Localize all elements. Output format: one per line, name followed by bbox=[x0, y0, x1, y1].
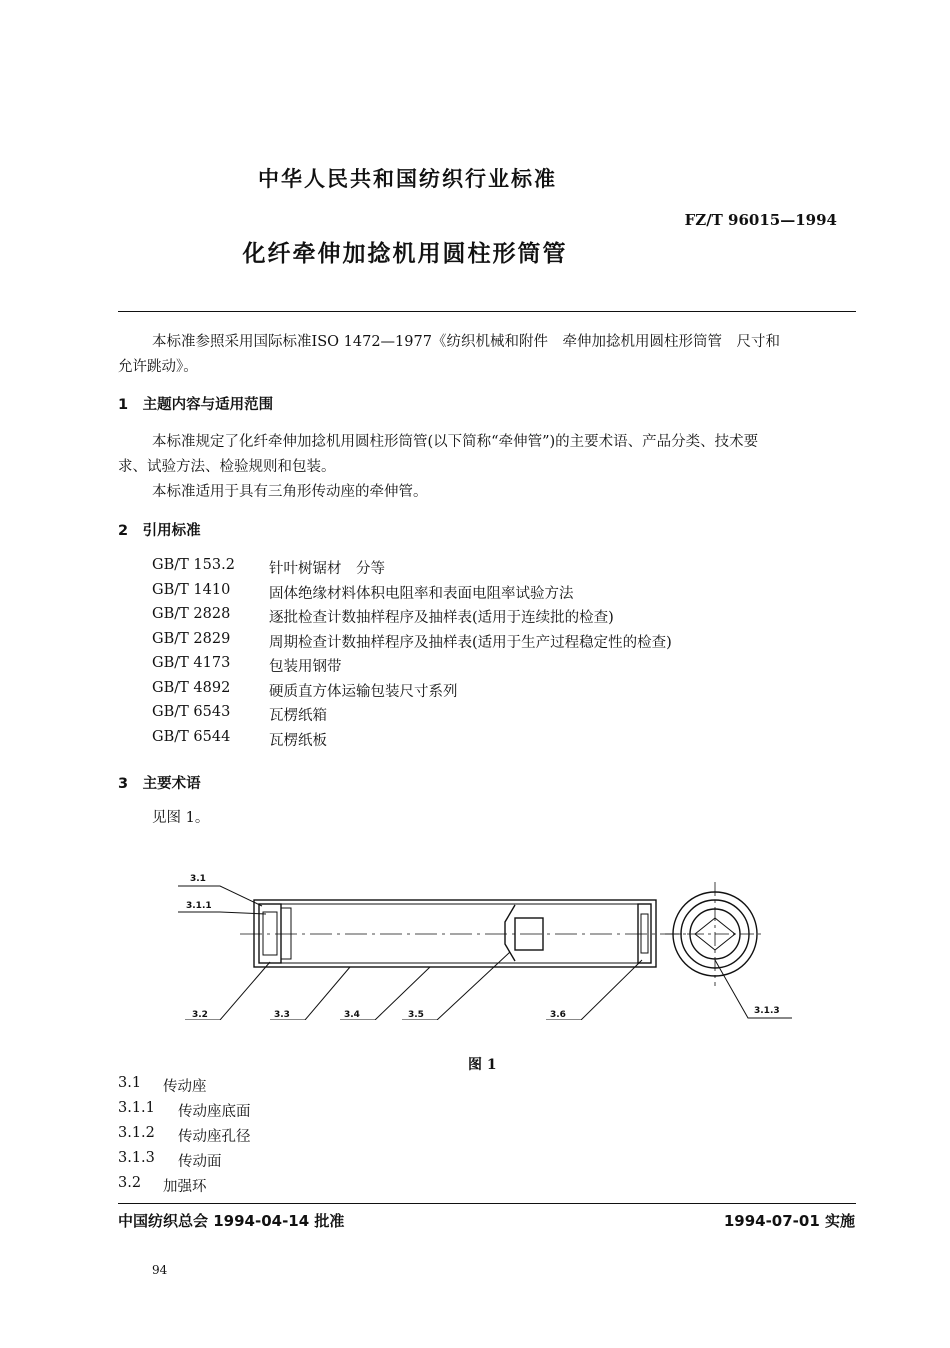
term-item bbox=[118, 1175, 251, 1200]
term-number: 3.1 bbox=[118, 1075, 142, 1091]
see-figure-text: 见图 1。 bbox=[152, 810, 210, 826]
figure-caption: 图 1 bbox=[468, 1057, 497, 1073]
label-3-1: 3.1 bbox=[190, 874, 206, 884]
reference-item bbox=[152, 729, 672, 754]
reference-item bbox=[152, 704, 672, 729]
label-3-3: 3.3 bbox=[274, 1010, 290, 1020]
term-text: 传动座 bbox=[163, 1079, 207, 1095]
reference-code: GB/T 6543 bbox=[152, 704, 231, 720]
leader-3-1-1 bbox=[178, 912, 266, 914]
reference-code: GB/T 4173 bbox=[152, 655, 231, 671]
reference-list bbox=[152, 557, 672, 753]
term-text: 传动面 bbox=[178, 1154, 222, 1170]
term-number: 3.1.2 bbox=[118, 1125, 155, 1141]
label-3-2: 3.2 bbox=[192, 1010, 208, 1020]
tube-inner-wall bbox=[259, 904, 651, 963]
section-3-heading: 3 主要术语 bbox=[118, 776, 201, 792]
standard-code: FZ/T 96015—1994 bbox=[684, 211, 837, 229]
reinforcing-ring-left bbox=[281, 908, 291, 959]
term-text: 传动座底面 bbox=[178, 1104, 251, 1120]
reference-code: GB/T 6544 bbox=[152, 728, 231, 745]
implementation-date: 1994-07-01 实施 bbox=[723, 1212, 855, 1230]
term-number: 3.2 bbox=[118, 1175, 142, 1191]
reference-item bbox=[152, 582, 672, 607]
document-title: 化纤牵伸加捻机用圆柱形筒管 bbox=[242, 241, 568, 267]
reference-title: 针叶树锯材 分等 bbox=[269, 561, 385, 577]
title-divider bbox=[118, 311, 856, 312]
reference-title: 瓦楞纸板 bbox=[269, 732, 327, 749]
term-number: 3.1.1 bbox=[118, 1100, 155, 1116]
drive-seat-bore bbox=[263, 912, 277, 955]
label-3-5: 3.5 bbox=[408, 1010, 424, 1020]
label-3-1-3: 3.1.3 bbox=[754, 1006, 780, 1016]
term-text: 传动座孔径 bbox=[178, 1129, 251, 1145]
section-1-para-2: 本标准适用于具有三角形传动座的牵伸管。 bbox=[152, 484, 428, 500]
term-text: 加强环 bbox=[163, 1179, 207, 1195]
footer-divider bbox=[118, 1203, 856, 1204]
right-end-insert bbox=[641, 914, 648, 953]
label-3-6: 3.6 bbox=[550, 1010, 566, 1020]
reference-code: GB/T 153.2 bbox=[152, 557, 235, 573]
reinforcing-ring-right bbox=[638, 904, 651, 963]
reference-code: GB/T 1410 bbox=[152, 581, 231, 598]
reference-item bbox=[152, 655, 672, 680]
label-3-1-1: 3.1.1 bbox=[186, 901, 212, 911]
tube-outline bbox=[254, 900, 656, 967]
page-number: 94 bbox=[152, 1263, 168, 1277]
reference-code: GB/T 4892 bbox=[152, 679, 231, 696]
foreword-line-1: 本标准参照采用国际标准ISO 1472—1977《纺织机械和附件 牵伸加捻机用圆柱形筒管 尺寸和 bbox=[152, 334, 780, 350]
section-2-heading: 2 引用标准 bbox=[118, 523, 201, 539]
term-number: 3.1.3 bbox=[118, 1150, 155, 1166]
section-1-heading: 1 主题内容与适用范围 bbox=[118, 397, 274, 413]
reference-title: 瓦楞纸箱 bbox=[269, 708, 327, 724]
label-3-4: 3.4 bbox=[344, 1010, 360, 1020]
org-title: 中华人民共和国纺织行业标准 bbox=[258, 167, 557, 191]
section-1-para-1-line-1: 本标准规定了化纤牵伸加捻机用圆柱形筒管(以下简称“牵伸管”)的主要术语、产品分类、技术要 bbox=[152, 434, 759, 450]
term-item bbox=[118, 1150, 251, 1175]
reference-code: GB/T 2828 bbox=[152, 606, 231, 622]
reference-item bbox=[152, 680, 672, 705]
reference-title: 周期检查计数抽样程序及抽样表(适用于生产过程稳定性的检查) bbox=[269, 634, 672, 651]
reference-item bbox=[152, 606, 672, 631]
reference-title: 包装用钢带 bbox=[269, 659, 342, 675]
reference-title: 硬质直方体运输包装尺寸系列 bbox=[269, 683, 458, 700]
term-item bbox=[118, 1125, 251, 1150]
reference-item bbox=[152, 557, 672, 582]
term-item bbox=[118, 1100, 251, 1125]
term-list bbox=[118, 1075, 251, 1200]
term-item bbox=[118, 1075, 251, 1100]
foreword-line-2: 允许跳动》。 bbox=[118, 359, 198, 375]
reference-title: 逐批检查计数抽样程序及抽样表(适用于连续批的检查) bbox=[269, 610, 614, 626]
drive-seat-left bbox=[259, 904, 281, 963]
approval-date: 中国纺织总会 1994-04-14 批准 bbox=[118, 1212, 345, 1230]
reference-code: GB/T 2829 bbox=[152, 630, 231, 647]
bobbin-figure bbox=[170, 860, 810, 1020]
reference-title: 固体绝缘材料体积电阻率和表面电阻率试验方法 bbox=[269, 585, 574, 602]
reference-item bbox=[152, 631, 672, 656]
section-1-para-1-line-2: 求、试验方法、检验规则和包装。 bbox=[118, 459, 336, 475]
